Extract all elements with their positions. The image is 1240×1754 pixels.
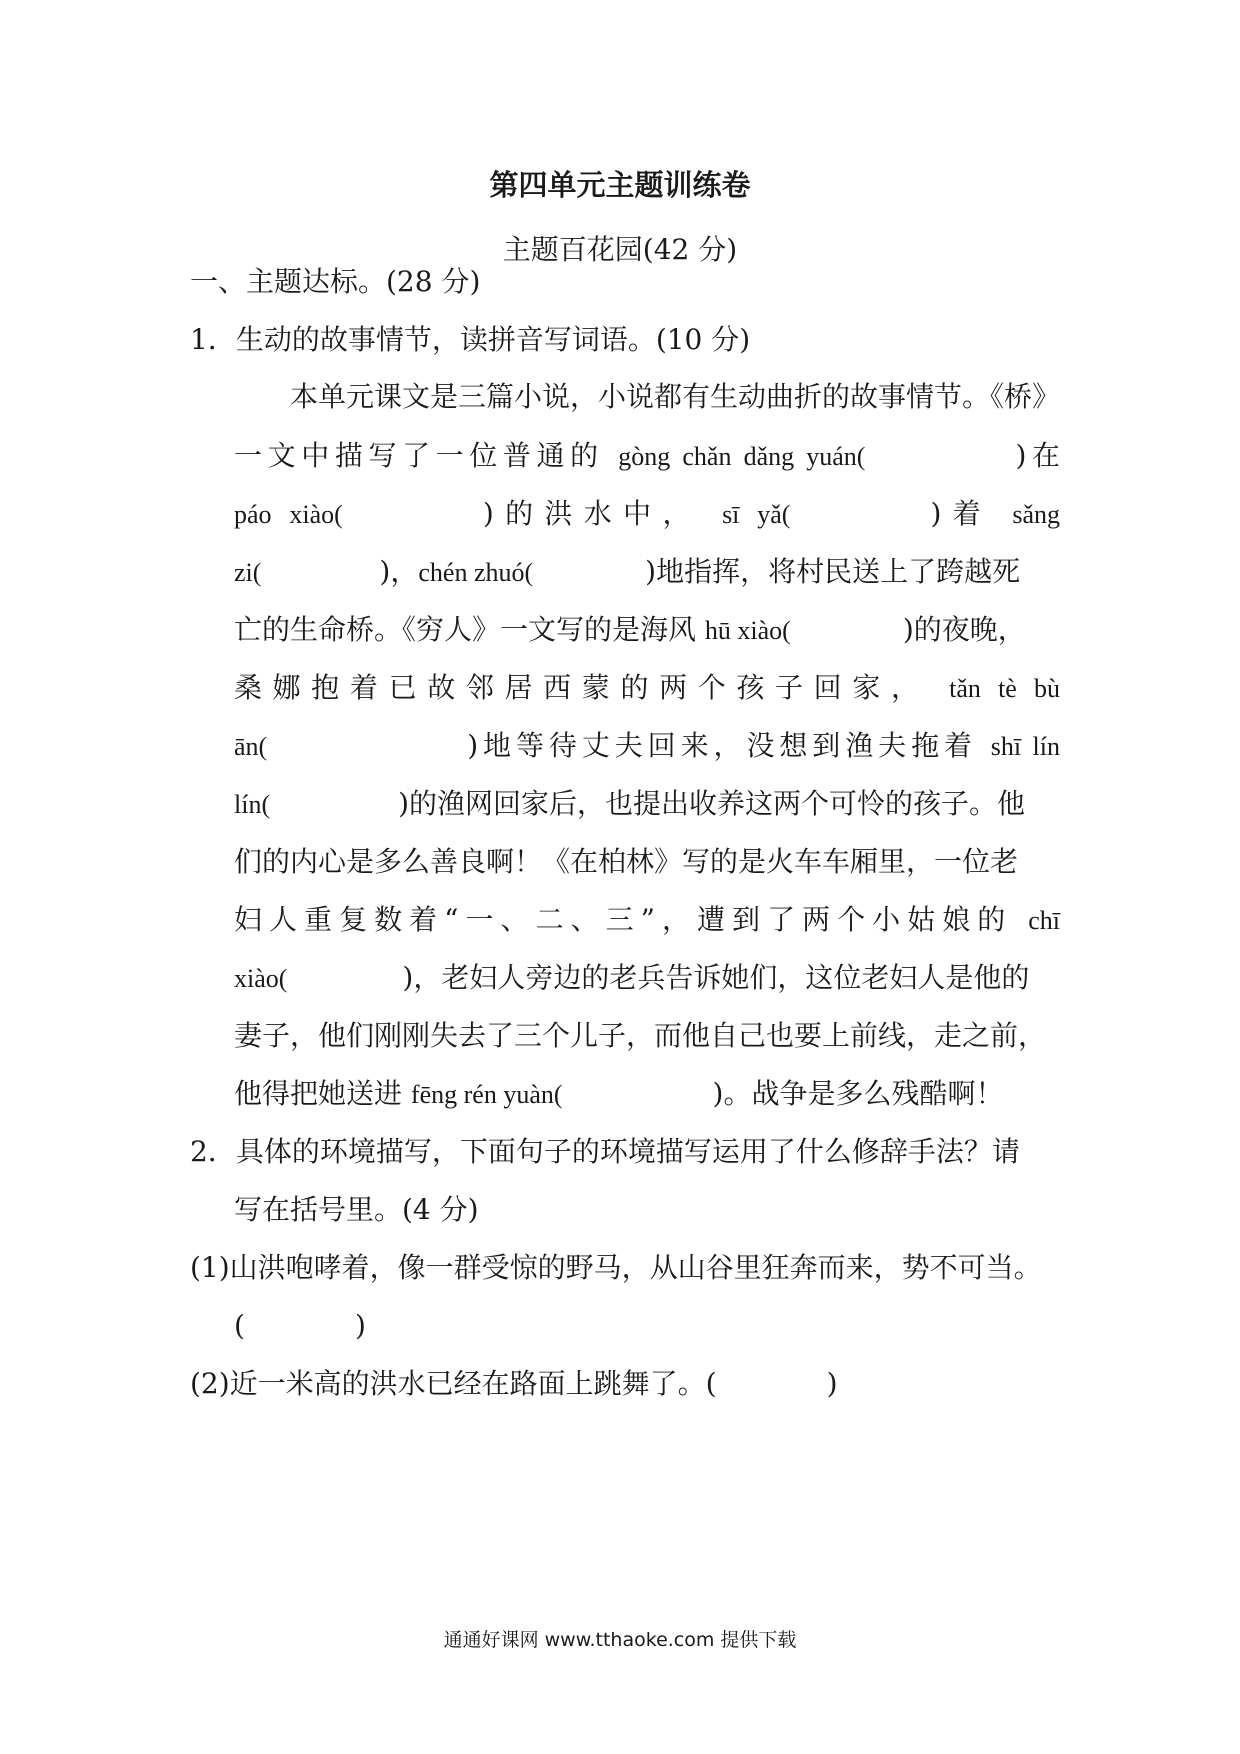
passage-text: )的渔网回家后，也提出收养这两个可怜的孩子。他 xyxy=(398,787,1026,820)
passage-line-13 xyxy=(234,1074,1003,1115)
question-2-heading: 2．具体的环境描写，下面句子的环境描写运用了什么修辞手法？请 xyxy=(190,1135,1020,1168)
question-2-heading-cont: 写在括号里。(4 分) xyxy=(234,1193,479,1226)
passage-text: )的洪水中， xyxy=(482,497,702,530)
passage-text: )。战争是多么残酷啊！ xyxy=(712,1077,1004,1110)
pinyin-prompt: hū xiào( xyxy=(704,616,791,645)
question-2-item-1: (1)山洪咆哮着，像一群受惊的野马，从山谷里狂奔而来，势不可当。 xyxy=(190,1251,1042,1284)
passage-line-5 xyxy=(234,610,1026,651)
pinyin-prompt: lín( xyxy=(234,790,271,819)
page-title: 第四单元主题训练卷 xyxy=(489,168,751,202)
pinyin-prompt: fēng rén yuàn( xyxy=(410,1080,563,1109)
passage-text: )地等待丈夫回来，没想到渔夫拖着 xyxy=(467,729,977,762)
passage-text: (2)近一米高的洪水已经在路面上跳舞了。( xyxy=(190,1367,717,1400)
passage-line-12 xyxy=(234,1016,1046,1056)
passage-text: 妻子，他们刚刚失去了三个儿子，而他自己也要上前线，走之前， xyxy=(234,1019,1047,1052)
passage-line-3 xyxy=(234,494,1060,535)
passage-line-2 xyxy=(234,436,1060,477)
pinyin-prompt: páo xiào( xyxy=(234,500,343,529)
pinyin-prompt: sī yǎ( xyxy=(722,500,791,529)
passage-line-6 xyxy=(234,668,1060,709)
passage-text: 一文中描写了一位普通的 xyxy=(234,439,604,472)
passage-text: 妇人重复数着“一、二、三”，遭到了两个小姑娘的 xyxy=(234,903,1013,936)
paren-close: ) xyxy=(354,1309,366,1342)
passage-text: 们的内心是多么善良啊！《在柏林》写的是火车车厢里，一位老 xyxy=(234,845,1019,878)
paren-close: ) xyxy=(826,1367,838,1400)
pinyin-prompt: sǎng xyxy=(1012,500,1060,529)
passage-text: 本单元课文是三篇小说，小说都有生动曲折的故事情节。《桥》 xyxy=(290,380,1061,413)
passage-line-10 xyxy=(234,900,1060,941)
passage-line-7 xyxy=(234,726,1060,767)
passage-text: )在 xyxy=(1015,439,1060,472)
page-subtitle: 主题百花园(42 分) xyxy=(502,233,738,266)
passage-line-11 xyxy=(234,958,1029,999)
pinyin-prompt: tǎn tè bù xyxy=(949,674,1060,703)
passage-line-4 xyxy=(234,552,1020,593)
passage-text: )， xyxy=(379,555,419,588)
passage-text: )的夜晚， xyxy=(902,613,1026,646)
footer-source: 通通好课网 www.tthaoke.com 提供下载 xyxy=(443,1629,797,1651)
pinyin-prompt: chī xyxy=(1028,906,1060,935)
passage-text: 亡的生命桥。《穷人》一文写的是海风 xyxy=(234,613,697,646)
section-heading: 一、主题达标。(28 分) xyxy=(190,265,481,298)
passage-text: )着 xyxy=(930,497,993,530)
passage-text: )地指挥，将村民送上了跨越死 xyxy=(645,555,1021,588)
pinyin-prompt: zi( xyxy=(234,558,262,587)
passage-line-8 xyxy=(234,784,1025,825)
paren-open: ( xyxy=(234,1309,245,1342)
pinyin-prompt: xiào( xyxy=(234,964,288,993)
pinyin-prompt: chén zhuó( xyxy=(418,558,534,587)
question-2-item-2 xyxy=(190,1364,838,1404)
passage-line-9 xyxy=(234,842,1018,882)
question-1-heading: 1．生动的故事情节，读拼音写词语。(10 分) xyxy=(190,323,751,356)
pinyin-prompt: gòng chǎn dǎng yuán( xyxy=(618,442,866,471)
answer-paren-1[interactable] xyxy=(234,1306,366,1346)
passage-line-1 xyxy=(290,377,1060,417)
pinyin-prompt: ān( xyxy=(234,732,268,761)
passage-text: 桑娜抱着已故邻居西蒙的两个孩子回家， xyxy=(234,671,930,704)
passage-text: )，老妇人旁边的老兵告诉她们，这位老妇人是他的 xyxy=(402,961,1030,994)
passage-text: 他得把她送进 xyxy=(234,1077,403,1110)
pinyin-prompt: shī lín xyxy=(990,732,1060,761)
